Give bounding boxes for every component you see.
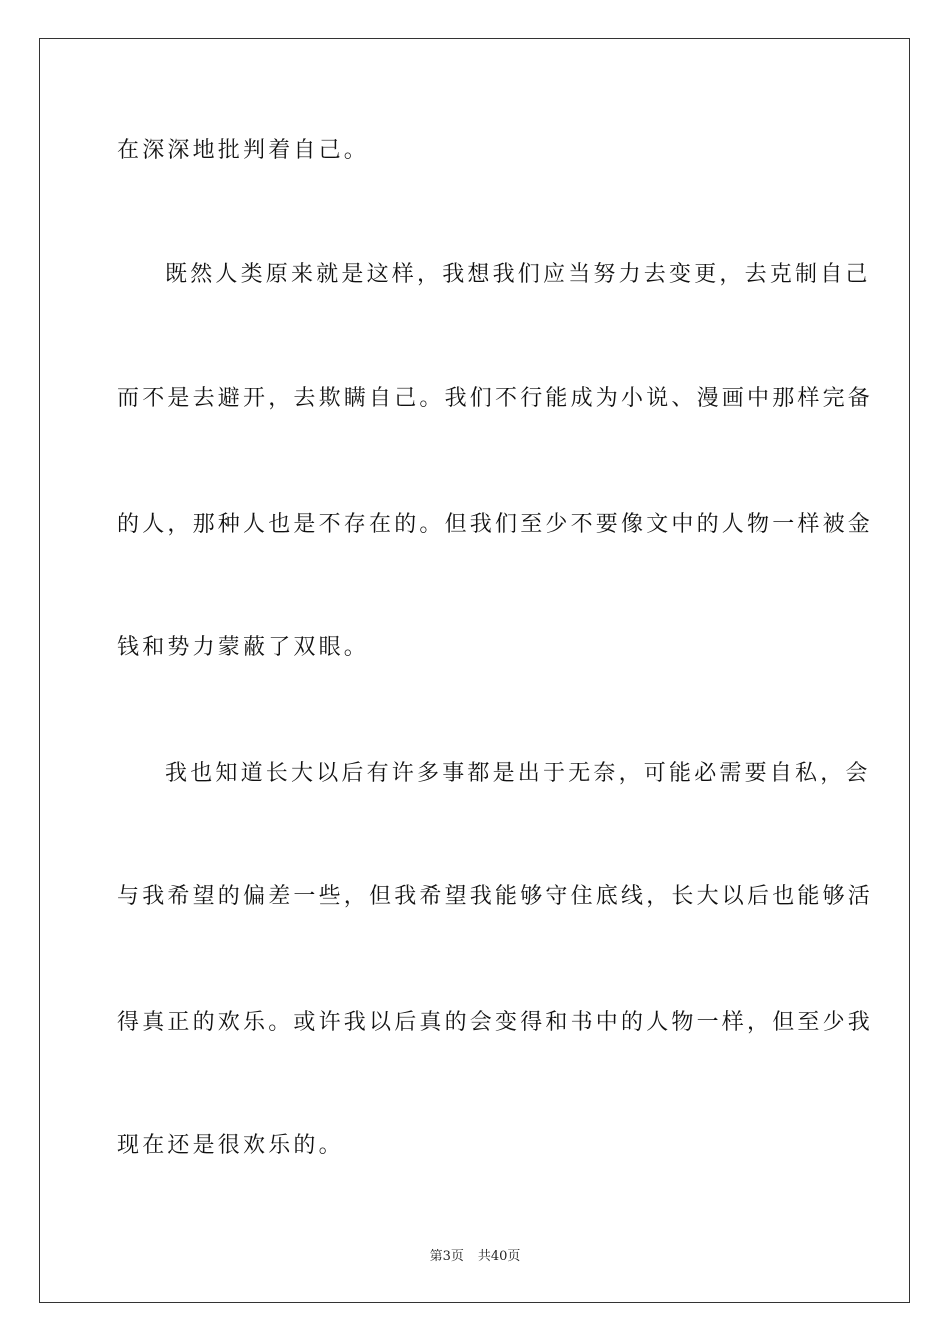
text-line-9: 现在还是很欢乐的。 — [117, 1133, 344, 1158]
text-line-8: 得真正的欢乐。或许我以后真的会变得和书中的人物一样，但至少我 — [117, 1010, 874, 1035]
text-line-2: 既然人类原来就是这样，我想我们应当努力去变更，去克制自己 — [165, 262, 871, 287]
page-total: 共40页 — [477, 1249, 521, 1264]
page-footer — [0, 1248, 950, 1266]
text-line-6: 我也知道长大以后有许多事都是出于无奈，可能必需要自私，会 — [165, 761, 871, 786]
page-number: 第3页 — [429, 1249, 464, 1264]
page-frame — [39, 38, 910, 1303]
text-line-3: 而不是去避开，去欺瞒自己。我们不行能成为小说、漫画中那样完备 — [117, 386, 874, 411]
text-line-4: 的人，那种人也是不存在的。但我们至少不要像文中的人物一样被金 — [117, 512, 874, 537]
text-line-5: 钱和势力蒙蔽了双眼。 — [117, 635, 370, 660]
text-line-1: 在深深地批判着自己。 — [117, 138, 370, 163]
text-line-7: 与我希望的偏差一些，但我希望我能够守住底线，长大以后也能够活 — [117, 884, 874, 909]
